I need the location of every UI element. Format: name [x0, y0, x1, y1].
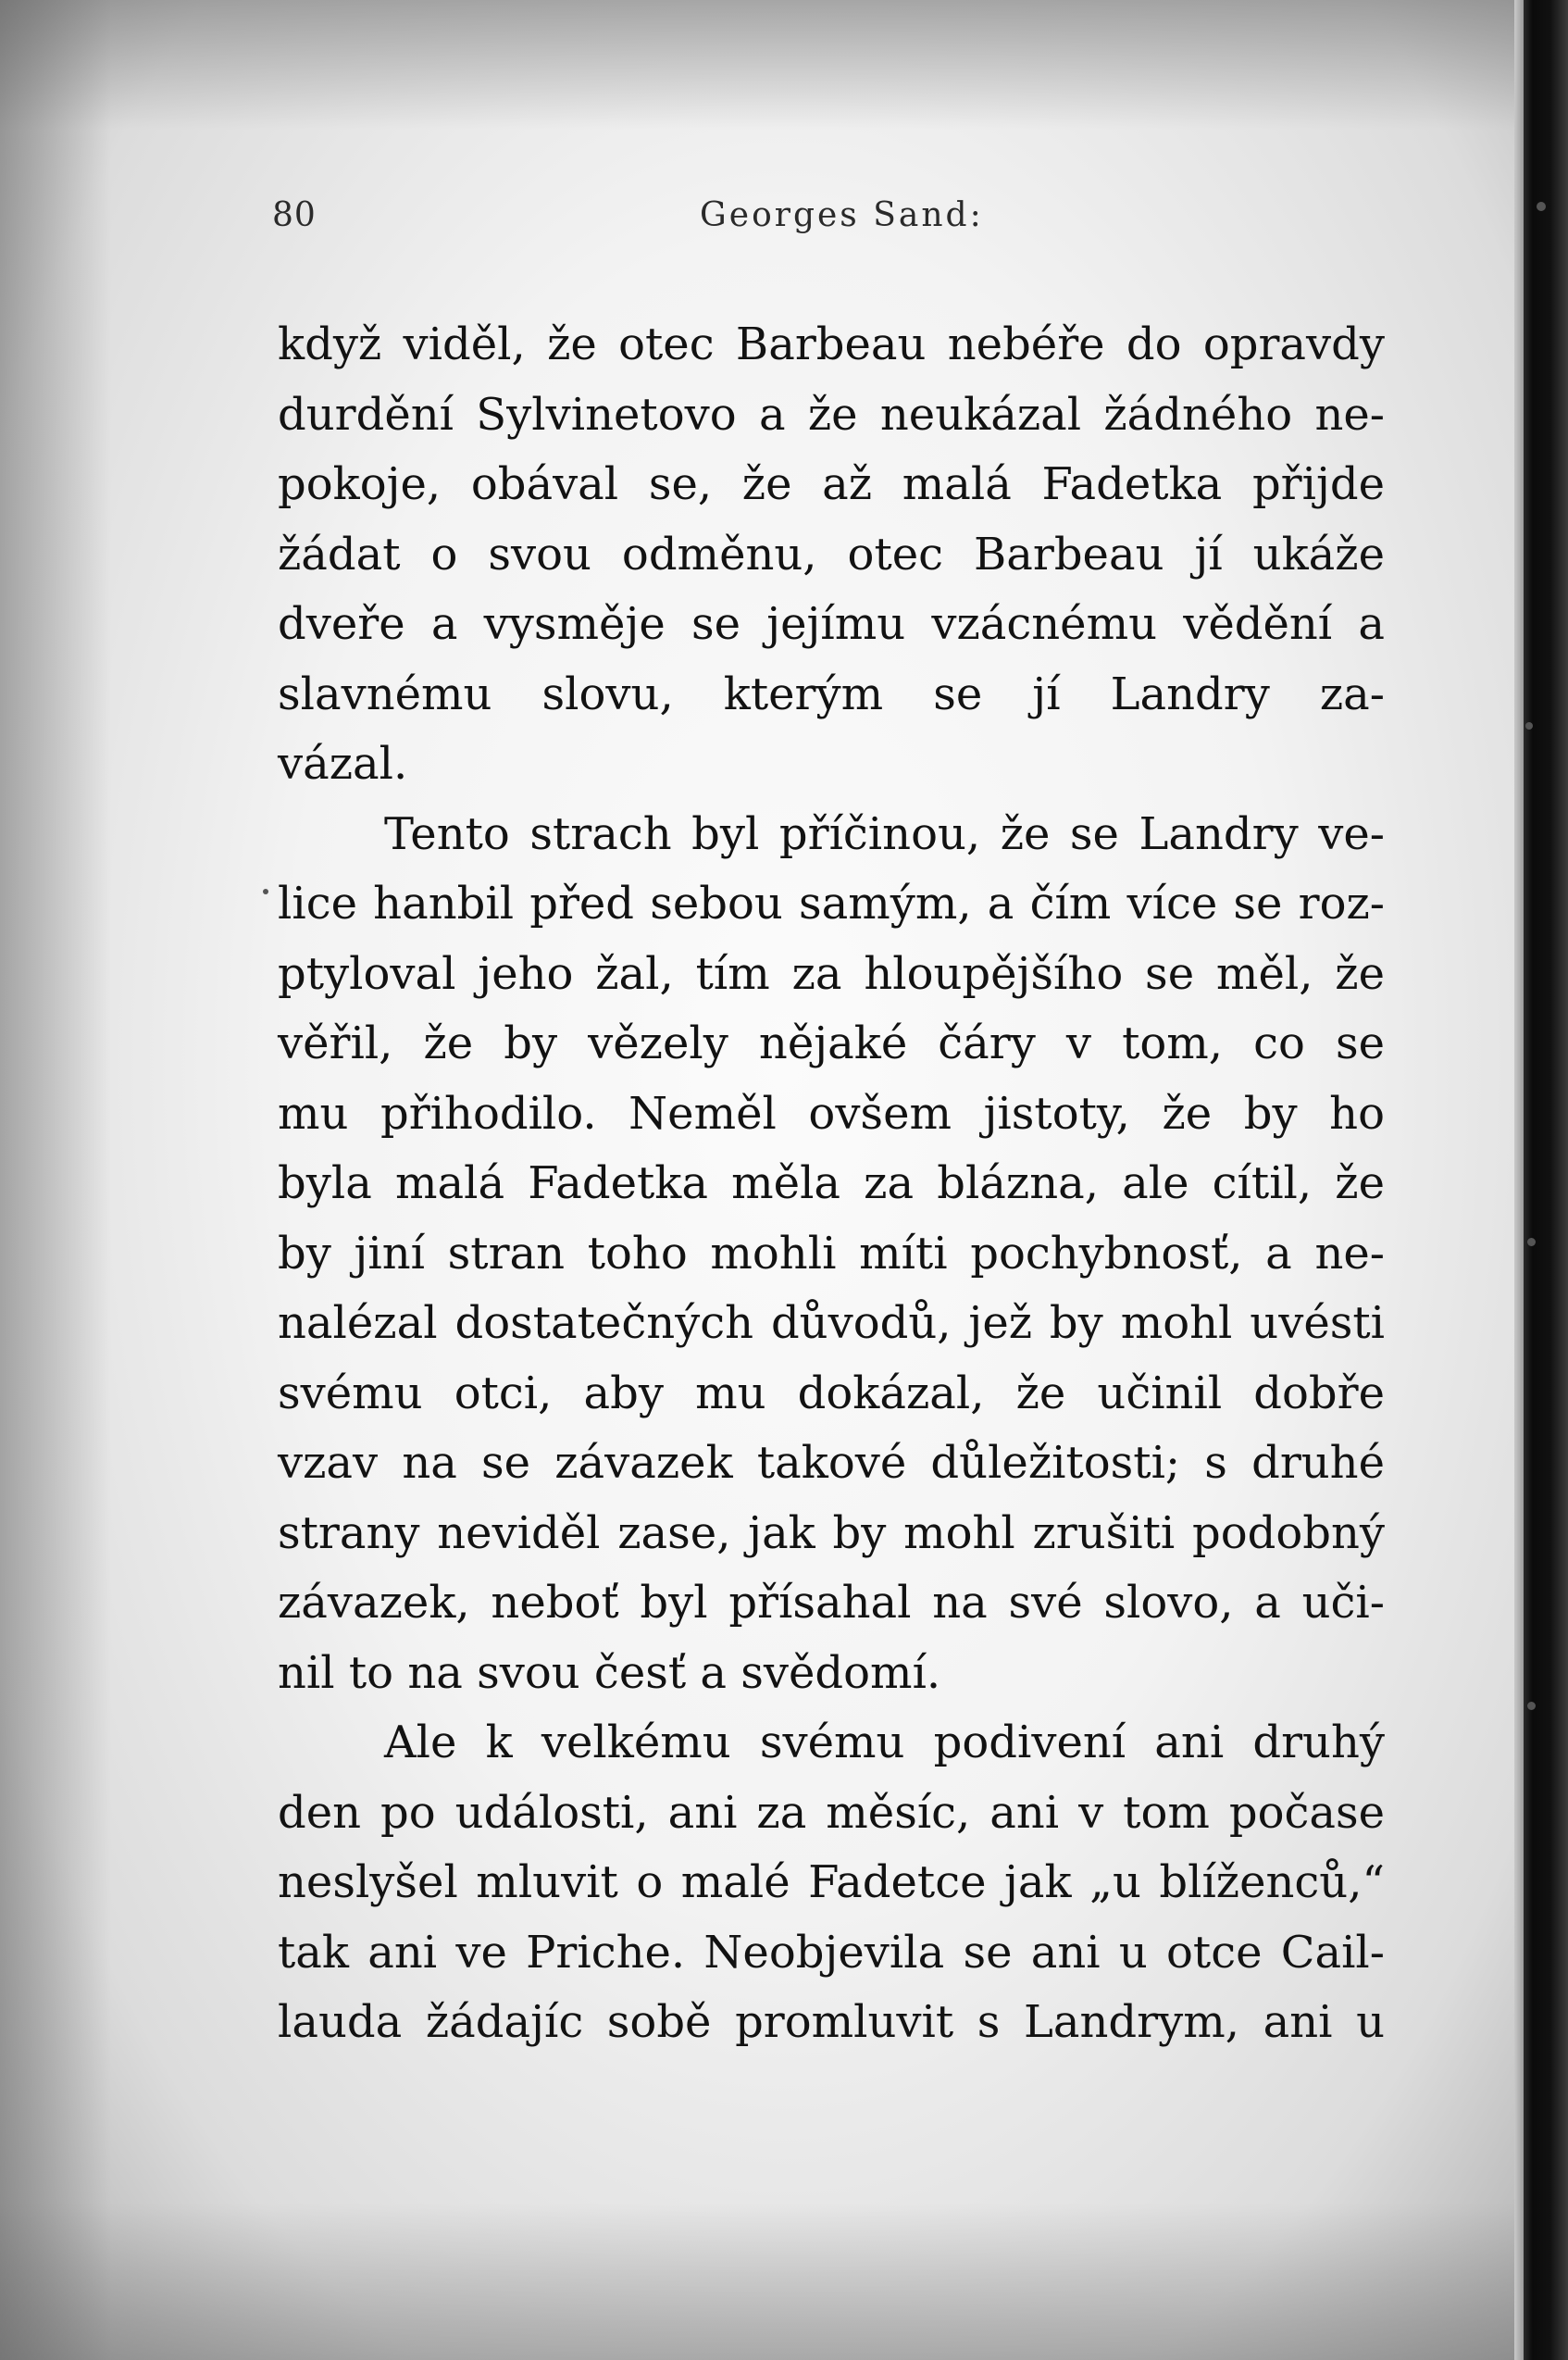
text-line: slavnému slovu, kterým se jí Landry za- [278, 668, 1385, 720]
text-line: lauda žádajíc sobě promluvit s Landrym, ani u [278, 1996, 1385, 2048]
text-line: strany neviděl zase, jak by mohl zrušiti podobný [278, 1506, 1385, 1559]
text-line: ptyloval jeho žal, tím za hloupějšího se měl, že [278, 947, 1385, 1000]
body-text [278, 310, 1385, 2058]
text-line: neslyšel mluvit o malé Fadetce jak „u blíženců,“ [278, 1856, 1385, 1908]
scan-speck [1527, 1238, 1536, 1246]
text-line: mu přihodilo. Neměl ovšem jistoty, že by ho [278, 1087, 1385, 1140]
text-line: když viděl, že otec Barbeau nebéře do opravdy [278, 318, 1385, 370]
text-line: svému otci, aby mu dokázal, že učinil dobře [278, 1367, 1385, 1419]
scan-speck [1537, 202, 1546, 211]
text-line: by jiní stran toho mohli míti pochybnosť, a ne- [278, 1227, 1385, 1280]
text-line: věřil, že by vězely nějaké čáry v tom, co se [278, 1018, 1385, 1069]
text-line: byla malá Fadetka měla za blázna, ale cítil, že [278, 1157, 1385, 1209]
text-line: Ale k velkému svému podivení ani druhý [384, 1717, 1385, 1768]
text-line: vázal. [278, 738, 408, 790]
paragraph [278, 1708, 1385, 2058]
text-line: nalézal dostatečných důvodů, jež by mohl uvésti [278, 1297, 1385, 1349]
paragraph [278, 800, 1385, 1709]
page-number: 80 [272, 196, 317, 234]
text-line: dveře a vysměje se jejímu vzácnému vědění a [278, 598, 1385, 650]
text-line: Tento strach byl příčinou, že se Landry ve- [384, 807, 1385, 860]
text-line: durdění Sylvinetovo a že neukázal žádného ne- [278, 388, 1385, 441]
text-line: závazek, neboť byl přísahal na své slovo, a uči- [278, 1577, 1385, 1629]
scan-speck [1525, 722, 1533, 730]
text-line: nil to na svou česť a svědomí. [278, 1646, 941, 1699]
scan-shadow-bottom [0, 2203, 1568, 2360]
running-head: Georges Sand: [700, 196, 984, 234]
text-line: den po události, ani za měsíc, ani v tom počase [278, 1786, 1385, 1839]
text-line: lice hanbil před sebou samým, a čím více se roz- [278, 878, 1385, 930]
binding-gap [1514, 0, 1524, 2360]
scan-shadow-top [0, 0, 1568, 130]
scan-shadow-left [0, 0, 111, 2360]
scan-speck [263, 889, 268, 894]
book-spine-edge [1524, 0, 1568, 2360]
scan-speck [1527, 1702, 1536, 1710]
text-line: tak ani ve Priche. Neobjevila se ani u otce Cail- [278, 1926, 1385, 1979]
paragraph [278, 310, 1385, 800]
text-line: pokoje, obával se, že až malá Fadetka přijde [278, 458, 1385, 510]
text-line: žádat o svou odměnu, otec Barbeau jí ukáže [278, 528, 1385, 581]
page-header [272, 196, 1383, 243]
text-line: vzav na se závazek takové důležitosti; s druhé [278, 1437, 1385, 1489]
